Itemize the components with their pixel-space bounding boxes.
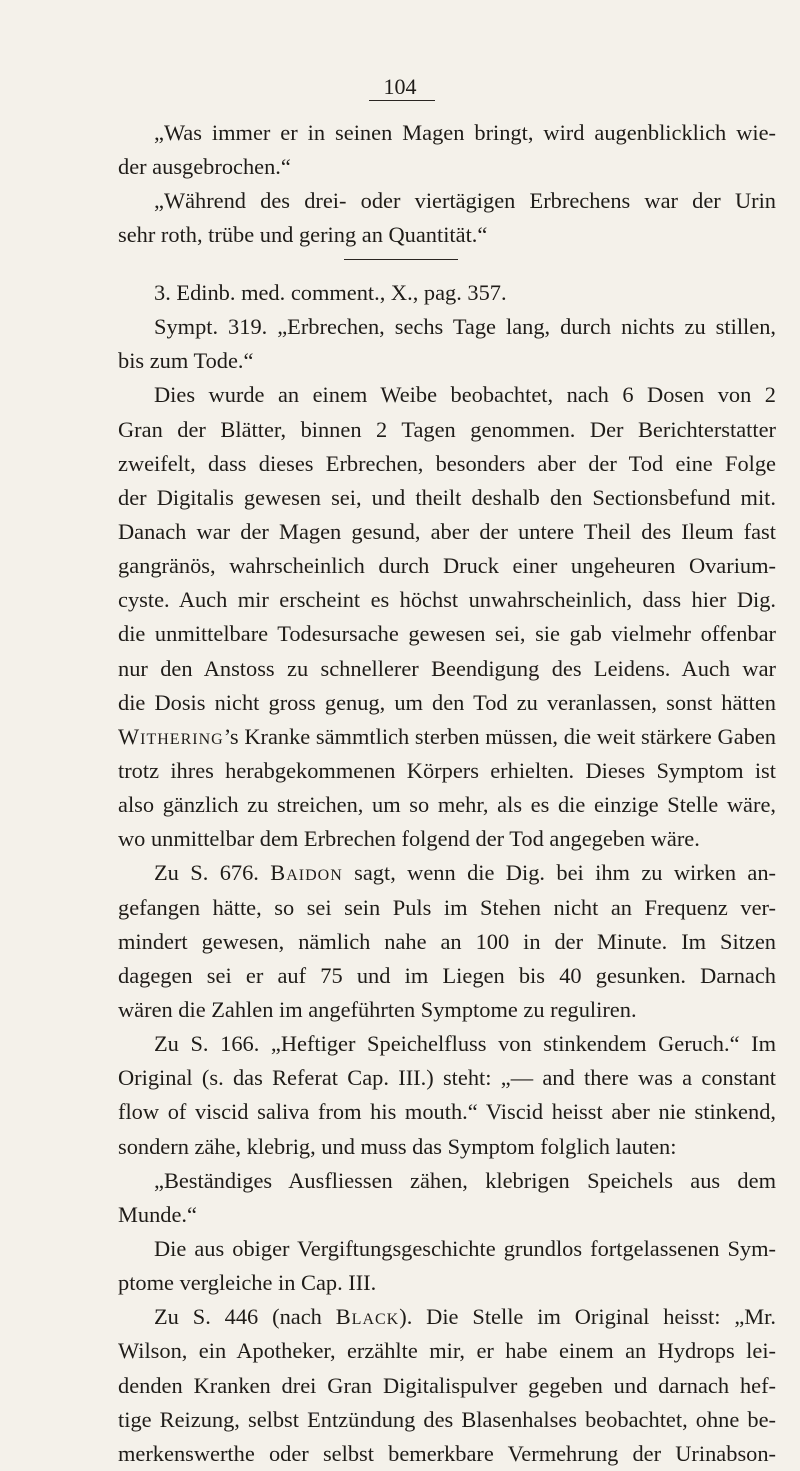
- text-line: die Dosis nicht gross genug, um den Tod zu veranlassen, sonst hätten: [118, 689, 776, 715]
- text-fragment: Zu S. 676.: [154, 860, 271, 886]
- text-line: [118, 856, 776, 890]
- text-line: Original (s. das Referat Cap. III.) steht: „— and there was a constant: [118, 1065, 776, 1091]
- main-text: [118, 276, 776, 1471]
- text-line: Zu S. 166. „Heftiger Speichelfluss von stinkendem Geruch.“ Im: [154, 1031, 776, 1057]
- text-line: bis zum Tode.“: [118, 348, 254, 374]
- text-line: „Was immer er in seinen Magen bringt, wird augenblicklich wie-: [154, 120, 776, 145]
- author-name: Baidon: [270, 860, 343, 886]
- text-line: sondern zähe, klebrig, und muss das Symptom folglich lauten:: [118, 1133, 677, 1159]
- text-line: Danach war der Magen gesund, aber der untere Theil des Ileum fast: [118, 518, 776, 544]
- text-line: Die aus obiger Vergiftungsgeschichte grundlos fortgelassenen Sym-: [154, 1235, 776, 1261]
- page-number-rule: [369, 100, 435, 101]
- text-line: zweifelt, dass dieses Erbrechen, besonders aber der Tod eine Folge: [118, 450, 776, 476]
- text-line: flow of viscid saliva from his mouth.“ Viscid heisst aber nie stinkend,: [118, 1099, 776, 1125]
- text-line: dagegen sei er auf 75 und im Liegen bis 40 gesunken. Darnach: [118, 962, 776, 988]
- text-line: [118, 720, 776, 754]
- text-line: ptome vergleiche in Cap. III.: [118, 1270, 377, 1296]
- text-line: 3. Edinb. med. comment., X., pag. 357.: [154, 280, 507, 305]
- text-fragment: ’s Kranke sämmtlich sterben müssen, die weit stärkere Gaben: [223, 723, 776, 749]
- text-line: Sympt. 319. „Erbrechen, sechs Tage lang, durch nichts zu stillen,: [154, 314, 776, 340]
- text-line: „Während des drei- oder viertägigen Erbrechens war der Urin: [154, 188, 776, 214]
- text-line: mindert gewesen, nämlich nahe an 100 in der Minute. Im Sitzen: [118, 928, 776, 954]
- author-name: Withering: [118, 723, 224, 749]
- text-line: tige Reizung, selbst Entzündung des Blasenhalses beobachtet, ohne be-: [118, 1406, 776, 1432]
- page-number: 104: [383, 74, 417, 99]
- text-line: gangränös, wahrscheinlich durch Druck einer ungeheuren Ovarium-: [118, 553, 776, 579]
- text-line: der Digitalis gewesen sei, und theilt deshalb den Sectionsbefund mit.: [118, 484, 776, 510]
- text-line: Wilson, ein Apotheker, erzählte mir, er habe einem an Hydrops lei-: [118, 1338, 776, 1364]
- text-line: Munde.“: [118, 1201, 197, 1227]
- text-line: gefangen hätte, so sei sein Puls im Stehen nicht an Frequenz ver-: [118, 894, 776, 920]
- author-name: Black: [335, 1304, 400, 1330]
- text-line: Gran der Blätter, binnen 2 Tagen genommen. Der Berichterstatter: [118, 416, 776, 442]
- text-fragment: Zu S. 446 (nach: [154, 1304, 336, 1330]
- text-line: die unmittelbare Todesursache gewesen sei, sie gab vielmehr offenbar: [118, 621, 776, 647]
- text-line: [118, 1300, 776, 1334]
- text-line: Dies wurde an einem Weibe beobachtet, nach 6 Dosen von 2: [154, 382, 776, 408]
- text-line: „Beständiges Ausfliessen zähen, klebrigen Speichels aus dem: [154, 1167, 776, 1193]
- text-line: trotz ihres herabgekommenen Körpers erhielten. Dieses Symptom ist: [118, 757, 776, 783]
- section-divider: [344, 259, 458, 260]
- text-line: sehr roth, trübe und gering an Quantität.“: [118, 222, 488, 248]
- text-fragment: sagt, wenn die Dig. bei ihm zu wirken an-: [342, 860, 776, 886]
- text-line: also gänzlich zu streichen, um so mehr, als es die einzige Stelle wäre,: [118, 792, 776, 818]
- text-line: denden Kranken drei Gran Digitalispulver gegeben und darnach hef-: [118, 1372, 776, 1398]
- text-line: wären die Zahlen im angeführten Symptome zu reguliren.: [118, 996, 637, 1022]
- quote-paragraphs: [118, 116, 776, 253]
- text-line: cyste. Auch mir erscheint es höchst unwahrscheinlich, dass hier Dig.: [118, 587, 776, 613]
- text-line: der ausgebrochen.“: [118, 154, 291, 180]
- text-line: merkenswerthe oder selbst bemerkbare Vermehrung der Urinabson-: [118, 1440, 776, 1466]
- text-line: nur den Anstoss zu schnellerer Beendigung des Leidens. Auch war: [118, 655, 776, 681]
- text-fragment: ). Die Stelle im Original heisst: „Mr.: [399, 1304, 776, 1330]
- text-line: wo unmittelbar dem Erbrechen folgend der Tod angegeben wäre.: [118, 826, 700, 852]
